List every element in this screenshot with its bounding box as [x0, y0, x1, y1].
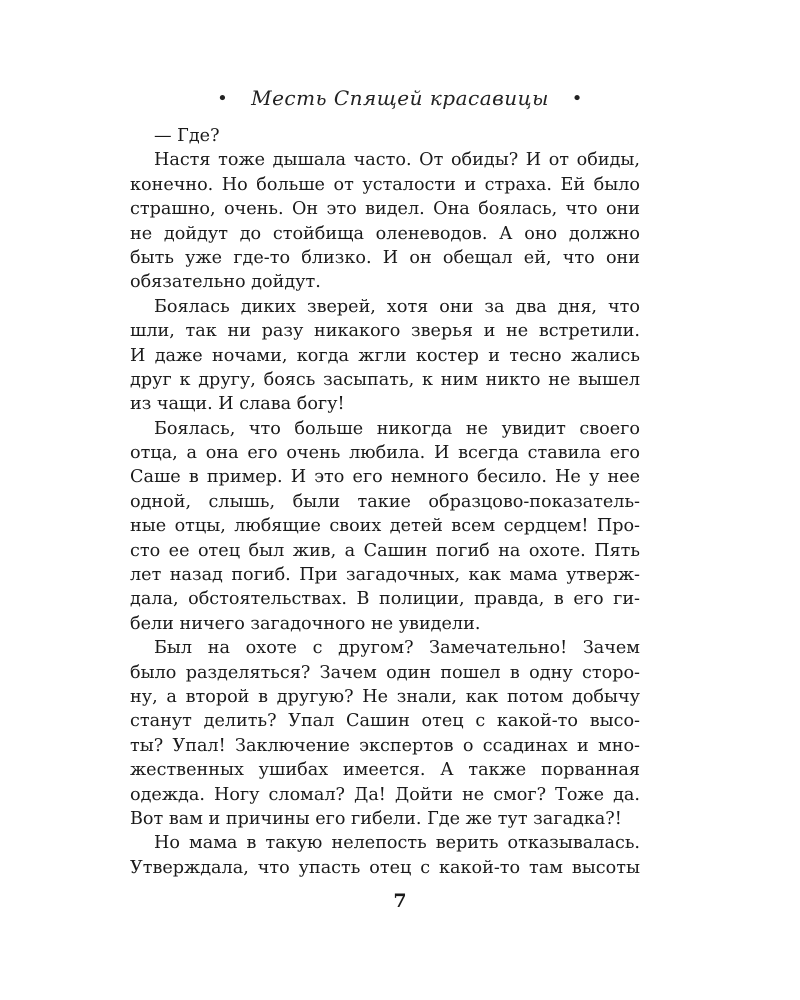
running-header: [0, 86, 800, 110]
page-number: 7: [393, 890, 407, 912]
header-title: Месть Спящей красавицы: [251, 86, 549, 110]
text-line: станут делить? Упал Сашин отец с какой-то высо-: [130, 711, 640, 732]
text-line: сто ее отец был жив, а Сашин погиб на охоте. Пять: [130, 540, 640, 561]
text-line: ты? Упал! Заключение экспертов о ссадинах и мно-: [130, 735, 640, 756]
text-line: Утверждала, что упасть отец с какой-то там высоты: [130, 857, 640, 878]
text-line: Вот вам и причины его гибели. Где же тут загадка?!: [130, 808, 622, 829]
header-bullet-left: •: [217, 88, 229, 109]
text-line: из чащи. И слава богу!: [130, 394, 345, 415]
text-line: обязательно дойдут.: [130, 272, 321, 293]
text-line: Был на охоте с другом? Замечательно! Зачем: [154, 638, 640, 659]
text-line: Боялась диких зверей, хотя они за два дня, что: [154, 296, 640, 317]
text-line: И даже ночами, когда жгли костер и тесно жались: [130, 345, 640, 366]
text-line: ные отцы, любящие своих детей всем сердцем! Про-: [130, 516, 640, 537]
body-text: [130, 124, 640, 880]
text-line: лет назад погиб. При загадочных, как мама утверж-: [130, 565, 640, 586]
text-line: жественных ушибах имеется. А также порванная: [130, 760, 640, 781]
text-line: Саше в пример. И это его немного бесило. Не у нее: [130, 467, 640, 488]
text-line: друг к другу, боясь засыпать, к ним никто не вышел: [130, 369, 640, 390]
text-line: одежда. Ногу сломал? Да! Дойти не смог? Тоже да.: [130, 784, 640, 805]
text-line: ну, а второй в другую? Не знали, как потом добычу: [130, 686, 640, 707]
text-line: Но мама в такую нелепость верить отказывалась.: [154, 833, 640, 854]
header-bullet-right: •: [571, 88, 583, 109]
text-line: отца, а она его очень любила. И всегда ставила его: [130, 443, 640, 464]
text-line: бели ничего загадочного не увидели.: [130, 613, 481, 634]
text-line: одной, слышь, были такие образцово-показатель-: [130, 491, 640, 512]
text-line: Настя тоже дышала часто. От обиды? И от обиды,: [154, 150, 640, 171]
text-line: не дойдут до стойбища оленеводов. А оно должно: [130, 223, 640, 244]
text-line: быть уже где-то близко. И он обещал ей, что они: [130, 247, 640, 268]
text-line: — Где?: [154, 126, 220, 146]
text-line: дала, обстоятельствах. В полиции, правда, в его ги-: [130, 589, 640, 610]
text-line: шли, так ни разу никакого зверья и не встретили.: [130, 321, 640, 342]
text-line: Боялась, что больше никогда не увидит своего: [154, 418, 640, 439]
text-line: было разделяться? Зачем один пошел в одну сторо-: [130, 662, 640, 683]
text-line: страшно, очень. Он это видел. Она боялась, что они: [130, 199, 640, 220]
text-line: конечно. Но больше от усталости и страха. Ей было: [130, 174, 640, 195]
